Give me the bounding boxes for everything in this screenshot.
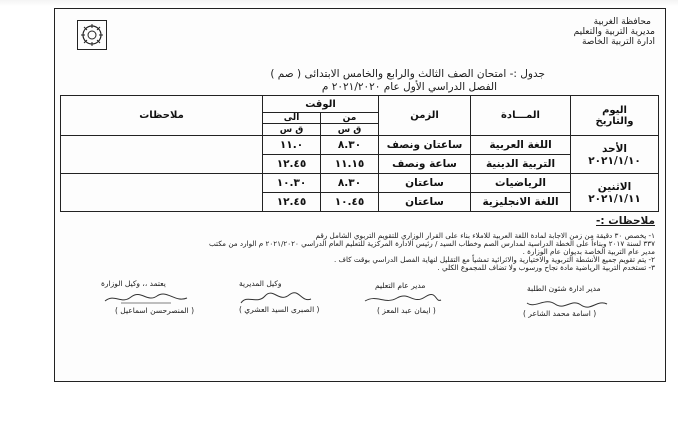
to-cell: ١٢.٤٥ (263, 155, 321, 174)
header-from: من (321, 113, 379, 124)
signature-title-undersecretary: يعتمد ،، وكيل الوزارة (101, 279, 166, 288)
from-cell: ٨.٣٠ (321, 136, 379, 155)
to-cell: ١٠.٣٠ (263, 174, 321, 193)
header-from-units: ق س (321, 124, 379, 136)
signature-title-student-affairs: مدير ادارة شئون الطلبة (527, 284, 601, 293)
signature-name-general-director: ( ايمان عبد المعز ) (377, 306, 436, 315)
signature-scribble (101, 291, 191, 307)
header-administration: ادارة التربية الخاصة (581, 37, 655, 47)
duration-cell: ساعتان (379, 174, 471, 193)
subject-cell: اللغة الانجليزية (471, 193, 571, 212)
day-name: الاثنين (597, 180, 632, 193)
table-row (61, 136, 659, 155)
day-date: ٢٠٢١/١/١١ (588, 192, 641, 205)
notes-cell (61, 136, 263, 174)
note-line: ٣٣٧ لسنة ٢٠١٧ وبناءاً على الخطة الدراسية لمدارس الصم وخطاب السيد / رئيس الادارة المركزية للتعليم العام الدراسي ٢٠٢١/٢٠٢٠ م الوارد من مكتب (208, 239, 655, 248)
document-page (54, 8, 666, 382)
day-cell (571, 136, 659, 174)
day-name: الأحد (601, 142, 628, 155)
table-row (61, 174, 659, 193)
scan-edge (0, 0, 678, 6)
from-cell: ١٠.٤٥ (321, 193, 379, 212)
note-line: ٢- يتم تقويم جميع الأنشطة التربوية والاختيارية والاثرائية تمشياً مع التقليل لنهاية الفصل الدراسي بوقت كاف . (333, 255, 655, 264)
signature-title-general-director: مدير عام التعليم (375, 281, 426, 290)
from-cell: ١١.١٥ (321, 155, 379, 174)
header-day-date: اليوم والتاريخ (571, 96, 659, 136)
day-date: ٢٠٢١/١/١٠ (588, 154, 641, 167)
header-to: الى (263, 113, 321, 124)
to-cell: ١١.٠ (263, 136, 321, 155)
note-line: ٣- تستخدم التربية الرياضية مادة نجاح ورسوب ولا تضاف للمجموع الكلي . (437, 263, 655, 272)
signature-name-deputy-director: ( الصبرى السيد العشري ) (239, 305, 320, 314)
subject-cell: اللغة العربية (471, 136, 571, 155)
note-line: ١- يخصص ٣٠ دقيقة من زمن الاجابة لمادة اللغة العربية للاملاء بناء على القرار الوزاري للتقويم التربوي الشامل رقم (315, 231, 655, 240)
exam-title-line2: الفصل الدراسي الأول عام ٢٠٢١/٢٠٢٠ م (321, 81, 497, 93)
header-time: الوقت (263, 96, 379, 113)
signature-name-undersecretary: ( المنصرحسن اسماعيل ) (115, 306, 195, 315)
header-subject: المـــادة (471, 96, 571, 136)
duration-cell: ساعة ونصف (379, 155, 471, 174)
exam-title-line1: جدول :- امتحان الصف الثالث والرابع والخامس الابتدائى ( صم ) (270, 68, 545, 80)
subject-cell: التربية الدينية (471, 155, 571, 174)
header-to-units: ق س (263, 124, 321, 136)
signature-title-deputy-director: وكيل المديرية (239, 279, 282, 288)
to-cell: ١٢.٤٥ (263, 193, 321, 212)
from-cell: ٨.٣٠ (321, 174, 379, 193)
header-governorate: محافظة الغربية (593, 17, 651, 27)
signature-name-student-affairs: ( اسامة محمد الشاعر ) (523, 309, 597, 318)
exam-schedule-table (60, 95, 659, 212)
notes-cell (61, 174, 263, 212)
duration-cell: ساعتان ونصف (379, 136, 471, 155)
note-line: مدير عام التربية الخاصة بديوان عام الوزارة . (522, 247, 655, 256)
ministry-logo (77, 20, 107, 50)
duration-cell: ساعتان (379, 193, 471, 212)
header-notes: ملاحظات (61, 96, 263, 136)
header-duration: الزمن (379, 96, 471, 136)
notes-title: ملاحظات :- (596, 215, 655, 227)
day-cell (571, 174, 659, 212)
subject-cell: الرياضيات (471, 174, 571, 193)
header-directorate: مديرية التربية والتعليم (573, 27, 655, 37)
